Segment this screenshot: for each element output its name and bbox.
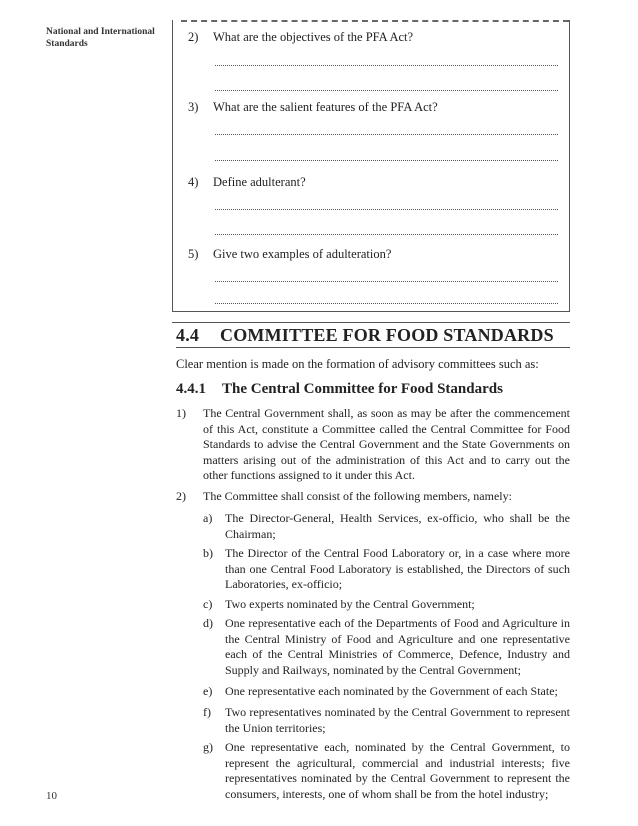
- question-item: [188, 175, 306, 190]
- question-text: Give two examples of adulteration?: [213, 247, 392, 261]
- question-number: 5): [188, 247, 199, 261]
- question-number: 4): [188, 175, 199, 189]
- section-top-rule: [172, 322, 570, 323]
- subsection-heading: [176, 381, 570, 398]
- member-item: [203, 740, 570, 802]
- check-progress-box: [172, 20, 570, 312]
- member-label: f): [203, 705, 211, 719]
- member-text: One representative each, nominated by the Central Government, to represent the agricultural, commercial and industrial interests; five representatives nominated by the Central Government to represent the consumers, interests, one of whom shall be from the hotel industry;: [225, 740, 570, 801]
- intro-text: Clear mention is made on the formation of advisory committees such as:: [176, 357, 539, 371]
- member-item: [203, 511, 570, 542]
- question-item: [188, 30, 413, 45]
- member-text: Two representatives nominated by the Central Government to represent the Union territories;: [225, 705, 570, 735]
- question-text: What are the salient features of the PFA Act?: [213, 100, 438, 114]
- numbered-paragraph: [176, 489, 570, 505]
- paragraph-text: The Central Government shall, as soon as may be after the commencement of this Act, constitute a Committee called the Central Committee for Food Standards to advise the Central Government and the State Governments on matters arising out of the administration of this Act and to carry out the other functions assigned to it under this Act.: [203, 406, 570, 483]
- answer-line[interactable]: [215, 303, 558, 305]
- answer-line[interactable]: [215, 209, 558, 211]
- numbered-paragraph: [176, 406, 570, 484]
- question-number: 3): [188, 100, 199, 114]
- subsection-number: 4.4.1: [176, 381, 206, 397]
- section-title: COMMITTEE FOR FOOD STANDARDS: [220, 325, 554, 345]
- answer-line[interactable]: [215, 90, 558, 92]
- question-text: Define adulterant?: [213, 175, 306, 189]
- member-item: [203, 616, 570, 678]
- member-label: c): [203, 597, 213, 611]
- question-item: [188, 247, 391, 262]
- margin-note: National and International Standards: [46, 27, 155, 49]
- question-text: What are the objectives of the PFA Act?: [213, 30, 414, 44]
- answer-line[interactable]: [215, 65, 558, 67]
- answer-line[interactable]: [215, 160, 558, 162]
- member-item: [203, 546, 570, 593]
- member-item: [203, 705, 570, 736]
- paragraph-text: The Committee shall consist of the following members, namely:: [203, 489, 512, 503]
- member-text: Two experts nominated by the Central Government;: [225, 597, 475, 611]
- member-label: a): [203, 511, 213, 525]
- dashed-top-border: [181, 20, 569, 22]
- answer-line[interactable]: [215, 281, 558, 283]
- member-text: One representative each of the Departments of Food and Agriculture in the Central Ministry of Food and Agriculture and one representative each of the Central Ministries of Commerce, Defence, Industry and Supply and Railways, nominated by the Central Government;: [225, 616, 570, 677]
- section-heading: [176, 325, 570, 348]
- answer-line[interactable]: [215, 234, 558, 236]
- subsection-title: The Central Committee for Food Standards: [222, 381, 503, 397]
- member-item: [203, 684, 570, 700]
- member-item: [203, 597, 570, 613]
- answer-line[interactable]: [215, 134, 558, 136]
- member-text: One representative each nominated by the Government of each State;: [225, 684, 558, 698]
- paragraph-label: 1): [176, 406, 186, 420]
- member-label: e): [203, 684, 213, 698]
- paragraph-label: 2): [176, 489, 186, 503]
- question-item: [188, 100, 438, 115]
- question-number: 2): [188, 30, 199, 44]
- section-number: 4.4: [176, 325, 200, 345]
- page-number: 10: [46, 790, 57, 802]
- member-label: b): [203, 546, 213, 560]
- member-label: g): [203, 740, 213, 754]
- member-label: d): [203, 616, 213, 630]
- member-text: The Director-General, Health Services, ex-officio, who shall be the Chairman;: [225, 511, 570, 541]
- member-text: The Director of the Central Food Laboratory or, in a case where more than one Central Food Laboratory is established, the Directors of such Laboratories, ex-officio;: [225, 546, 570, 592]
